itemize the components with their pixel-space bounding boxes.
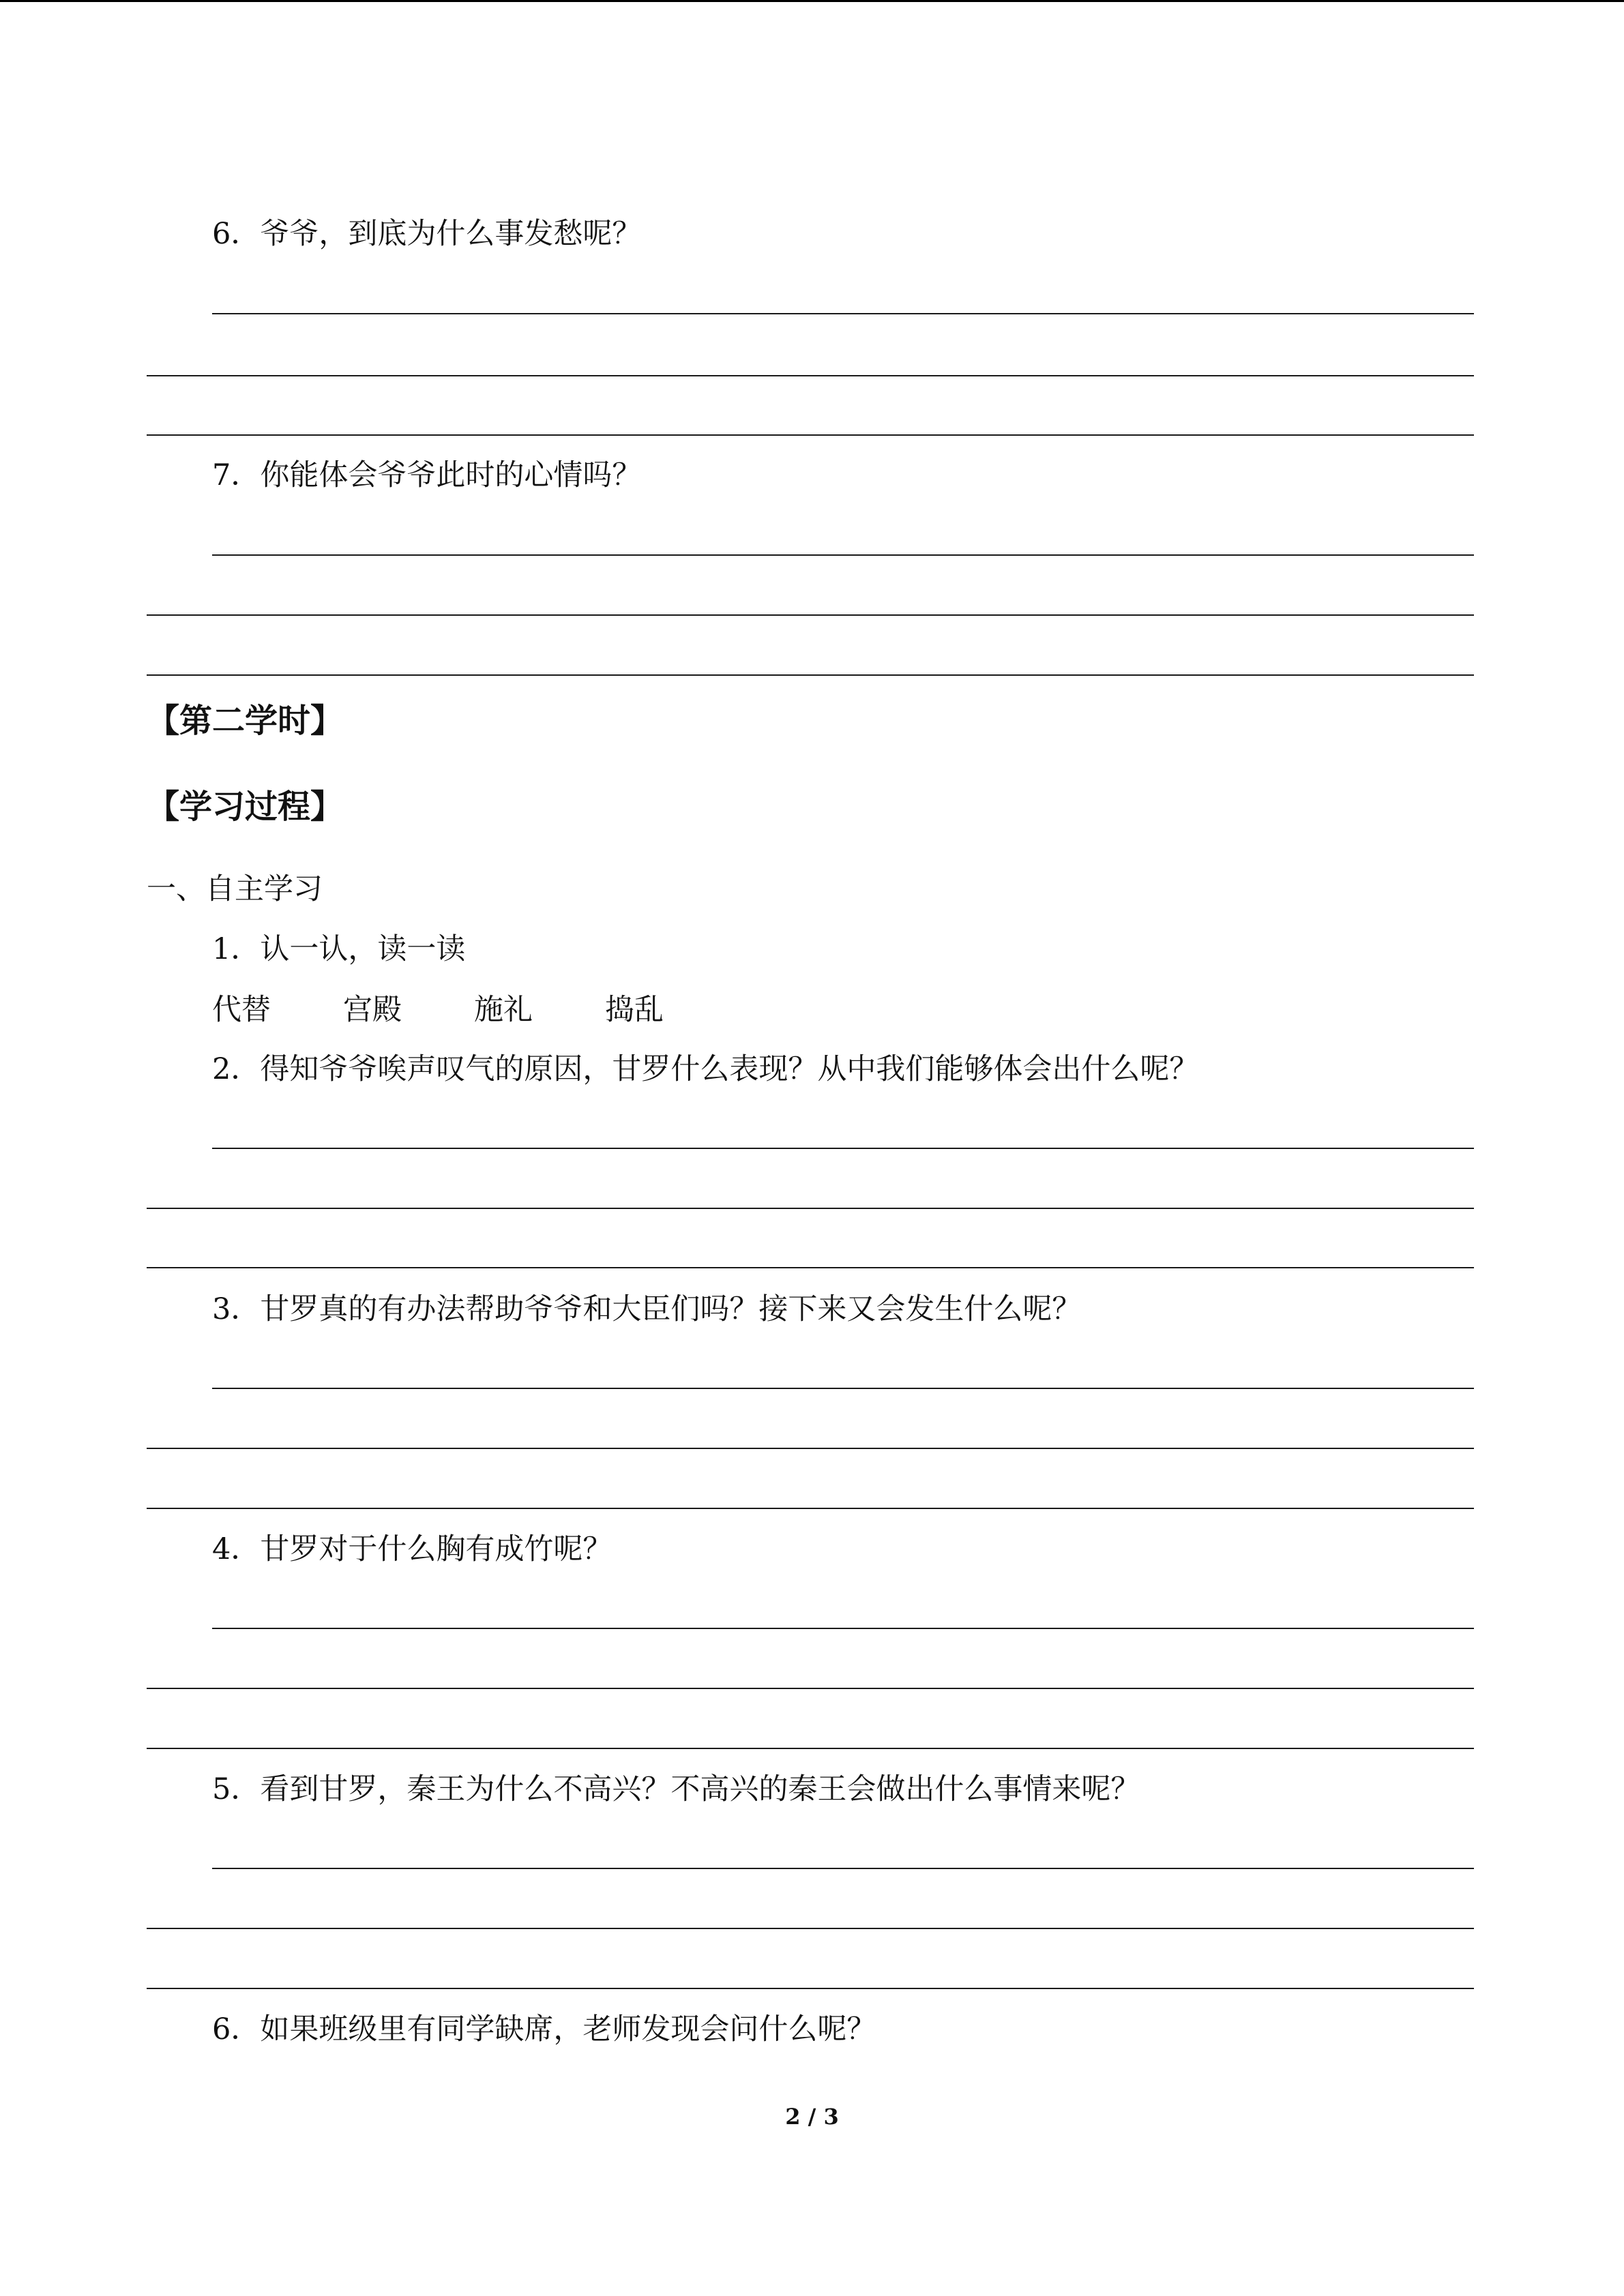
answer-line: [147, 434, 1474, 436]
answer-line: [147, 1448, 1474, 1449]
answer-line: [147, 1988, 1474, 1989]
question-7-top: 7．你能体会爷爷此时的心情吗？: [212, 458, 642, 492]
answer-line: [147, 1688, 1474, 1689]
answer-line: [147, 1928, 1474, 1929]
vocab-word: 宫殿: [343, 993, 402, 1027]
answer-line: [147, 1748, 1474, 1749]
question-4: 4．甘罗对于什么胸有成竹呢？: [212, 1532, 612, 1566]
lesson-2-heading: 【第二学时】: [147, 702, 344, 740]
answer-line: [212, 1868, 1474, 1869]
vocab-word: 代替: [212, 993, 271, 1027]
answer-line: [212, 554, 1474, 556]
answer-line: [147, 1208, 1474, 1209]
question-5: 5．看到甘罗，秦王为什么不高兴？不高兴的秦王会做出什么事情来呢？: [212, 1772, 1140, 1806]
answer-line: [212, 1388, 1474, 1389]
question-2: 2．得知爷爷唉声叹气的原因，甘罗什么表现？从中我们能够体会出什么呢？: [212, 1052, 1199, 1086]
answer-line: [212, 313, 1474, 314]
answer-line: [212, 1628, 1474, 1629]
answer-line: [147, 614, 1474, 616]
page-number: 2 / 3: [785, 2104, 839, 2130]
vocabulary-row: [212, 993, 664, 1027]
answer-line: [147, 1267, 1474, 1268]
vocab-word: 捣乱: [605, 993, 664, 1027]
self-study-title: 一、自主学习: [147, 872, 323, 906]
top-border: [0, 0, 1624, 2]
question-3: 3．甘罗真的有办法帮助爷爷和大臣们吗？接下来又会发生什么呢？: [212, 1292, 1082, 1326]
question-6: 6．如果班级里有同学缺席，老师发现会问什么呢？: [212, 2012, 876, 2046]
question-1: 1．认一认，读一读: [212, 932, 466, 966]
learning-process-heading: 【学习过程】: [147, 788, 344, 826]
answer-line: [147, 674, 1474, 676]
answer-line: [212, 1148, 1474, 1149]
answer-line: [147, 375, 1474, 376]
question-6-top: 6．爷爷，到底为什么事发愁呢？: [212, 217, 642, 251]
vocab-word: 施礼: [474, 993, 533, 1027]
answer-line: [147, 1508, 1474, 1509]
